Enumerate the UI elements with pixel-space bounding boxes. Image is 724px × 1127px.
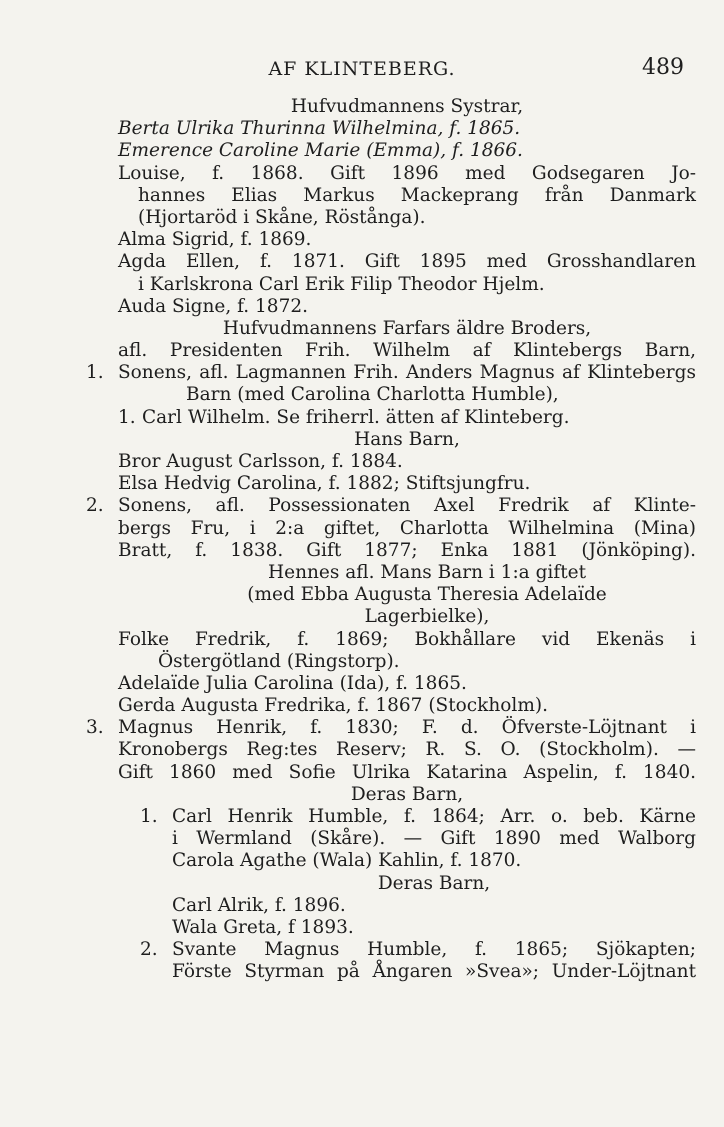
text-line: Elsa Hedvig Carolina, f. 1882; Stiftsjungfru. [118, 473, 531, 495]
text-line: Wala Greta, f 1893. [172, 916, 354, 938]
text-line: bergs Fru, i 2:a giftet, Charlotta Wilhelmina (Mina) [118, 517, 696, 539]
page-body [86, 96, 696, 984]
text-line: Bratt, f. 1838. Gift 1877; Enka 1881 (Jönköping). [118, 539, 696, 561]
entry-number: 1. [118, 406, 136, 428]
text-line: Emerence Caroline Marie (Emma), f. 1866. [118, 140, 523, 162]
entry-number: 3. [86, 717, 104, 739]
text-line: Alma Sigrid, f. 1869. [118, 229, 312, 251]
text-line: i Wermland (Skåre). — Gift 1890 med Walborg [172, 828, 696, 850]
text-line: Kronobergs Reg:tes Reserv; R. S. O. (Stockholm). — [118, 739, 696, 761]
text-line: Hufvudmannens Farfars äldre Broders, [222, 317, 592, 339]
text-line: 2. Sonens, afl. Possessionaten Axel Fredrik af Klinte- [86, 495, 696, 517]
text-line: Carl Alrik, f. 1896. [172, 894, 346, 916]
text-line: 3. Magnus Henrik, f. 1830; F. d. Öfverste-Löjtnant i [86, 717, 696, 739]
text-line: hannes Elias Markus Mackeprang från Danmark [138, 184, 696, 206]
text-line: 1. Sonens, afl. Lagmannen Frih. Anders Magnus af Klintebergs [86, 362, 696, 384]
entry-number: 2. [86, 495, 104, 517]
text-line: (Hjortaröd i Skåne, Röstånga). [138, 206, 426, 228]
text-line: Förste Styrman på Ångaren »Svea»; Under-Löjtnant [172, 961, 696, 983]
text-line: afl. Presidenten Frih. Wilhelm af Klintebergs Barn, [118, 340, 696, 362]
text-line: Deras Barn, [377, 872, 491, 894]
text-line: Hufvudmannens Systrar, [290, 96, 524, 117]
text-line: Hennes afl. Mans Barn i 1:a giftet [267, 561, 587, 583]
text-line: Deras Barn, [350, 783, 464, 805]
text-line: Gerda Augusta Fredrika, f. 1867 (Stockholm). [118, 695, 548, 717]
text-line: 1. Carl Henrik Humble, f. 1864; Arr. o. beb. Kärne [140, 806, 696, 827]
text-line: Lagerbielke), [364, 606, 490, 628]
entry-number: 2. [140, 939, 158, 961]
page-number: 489 [642, 55, 684, 80]
text-line: Louise, f. 1868. Gift 1896 med Godsegaren Jo- [118, 162, 696, 184]
entry-number: 1. [140, 806, 158, 827]
text-line: Hans Barn, [354, 428, 460, 450]
text-line: Östergötland (Ringstorp). [158, 650, 400, 672]
running-header [0, 55, 724, 86]
page-title: AF KLINTEBERG. [268, 58, 456, 80]
text-line: Agda Ellen, f. 1871. Gift 1895 med Grosshandlaren [118, 251, 696, 273]
text-line: Adelaïde Julia Carolina (Ida), f. 1865. [118, 672, 467, 694]
text-line: Barn (med Carolina Charlotta Humble), [186, 384, 559, 406]
text-line: 2. Svante Magnus Humble, f. 1865; Sjökapten; [140, 939, 696, 961]
text-line: 1. Carl Wilhelm. Se friherrl. ätten af Klinteberg. [118, 406, 570, 428]
text-line: Carola Agathe (Wala) Kahlin, f. 1870. [172, 850, 522, 872]
text-line: Berta Ulrika Thurinna Wilhelmina, f. 1865. [118, 118, 521, 140]
text-line: (med Ebba Augusta Theresia Adelaïde [247, 584, 607, 606]
text-line: Auda Signe, f. 1872. [118, 295, 308, 317]
text-line: Folke Fredrik, f. 1869; Bokhållare vid Ekenäs i [118, 628, 696, 650]
entry-number: 1. [86, 362, 104, 384]
text-line: Gift 1860 med Sofie Ulrika Katarina Aspelin, f. 1840. [118, 761, 696, 783]
text-line: i Karlskrona Carl Erik Filip Theodor Hjelm. [138, 273, 545, 295]
text-line: Bror August Carlsson, f. 1884. [118, 451, 403, 472]
